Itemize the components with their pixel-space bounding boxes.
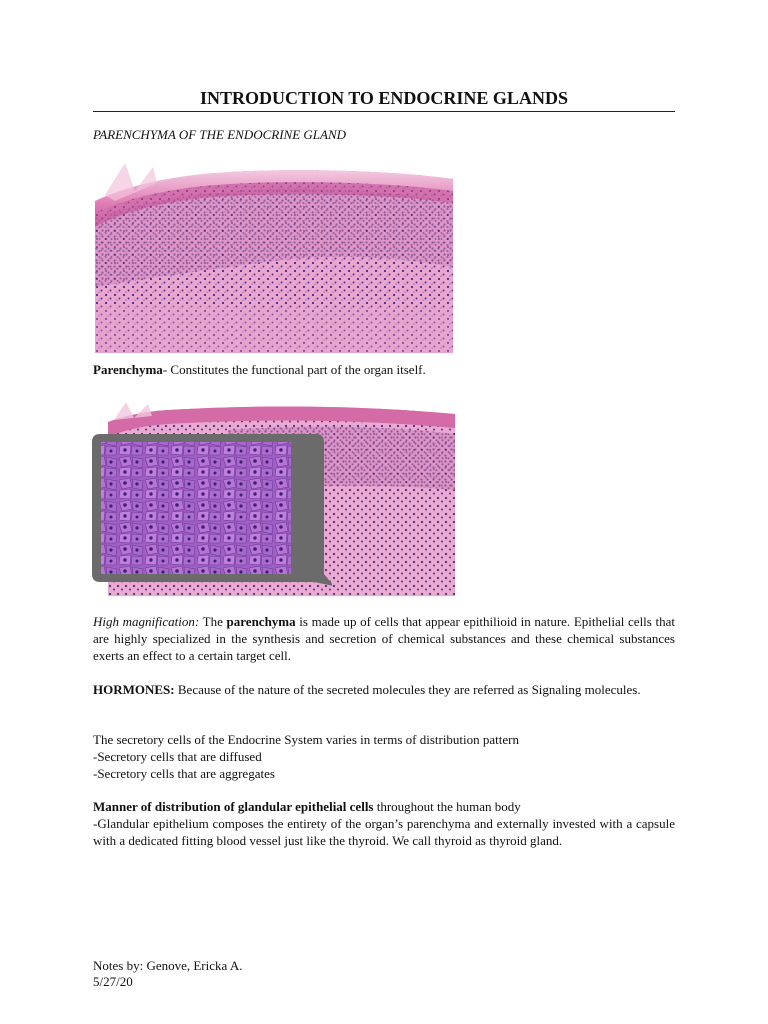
secretory-item: -Secretory cells that are aggregates [93, 766, 275, 781]
high-magnification-callout [92, 434, 324, 594]
section-heading: PARENCHYMA OF THE ENDOCRINE GLAND [93, 127, 347, 142]
high-mag-text-b: is made up of cells that appear epithilioid in nature. Epithelial cells that are highly specialized in the synthesis and secretion of chemical substances and these chemical substances exerts an effect to a certain target cell. [93, 614, 676, 663]
secretory-intro: The secretory cells of the Endocrine System varies in terms of distribution pattern [93, 732, 519, 747]
footer [93, 958, 242, 990]
hormones-paragraph [93, 681, 675, 698]
high-mag-text-a: The [199, 614, 227, 629]
manner-term: Manner of distribution of glandular epithelial cells [93, 799, 374, 814]
secretory-paragraph [93, 731, 675, 782]
high-mag-label: High magnification: [93, 614, 200, 629]
document-title: INTRODUCTION TO ENDOCRINE GLANDS [93, 88, 675, 112]
footer-notes: Notes by: Genove, Ericka A. [93, 958, 243, 973]
hormones-term: HORMONES: [93, 682, 175, 697]
caption-term: Parenchyma [93, 362, 163, 377]
high-magnification-image [92, 434, 332, 604]
micrograph-low-magnification [95, 157, 453, 353]
high-mag-term: parenchyma [226, 614, 296, 629]
hormones-text: Because of the nature of the secreted molecules they are referred as Signaling molecules. [174, 682, 641, 697]
secretory-item: -Secretory cells that are diffused [93, 749, 262, 764]
footer-date: 5/27/20 [93, 974, 133, 989]
caption-text: - Constitutes the functional part of the organ itself. [162, 362, 426, 377]
manner-paragraph [93, 798, 675, 849]
high-magnification-paragraph [93, 613, 675, 664]
micrograph-low-image [95, 157, 453, 353]
manner-text-b: -Glandular epithelium composes the entirety of the organ’s parenchyma and externally invested with a capsule with a dedicated fitting blood vessel just like the thyroid. We call thyroid as thyroid gland. [93, 816, 675, 848]
parenchyma-caption [93, 362, 426, 378]
manner-text-a: throughout the human body [373, 799, 521, 814]
